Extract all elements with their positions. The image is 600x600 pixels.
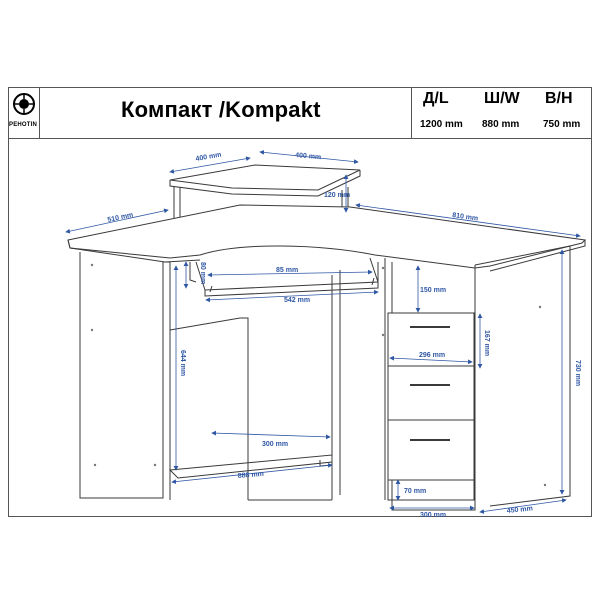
spec-width-value: 880 mm xyxy=(482,119,520,130)
spec-length-label: Д/L xyxy=(423,90,449,107)
dim-plinth: 70 mm xyxy=(404,488,427,495)
spec-height-value: 750 mm xyxy=(543,119,581,130)
dim-drawer-height: 167 mm xyxy=(483,330,490,357)
dim-drawer-gap: 150 mm xyxy=(420,287,447,294)
dim-floor-bar: 300 mm xyxy=(262,441,289,448)
spec-height-label: В/Н xyxy=(545,90,573,107)
dim-left-depth: 510 mm xyxy=(106,211,134,224)
screw-dots xyxy=(91,264,546,486)
dim-knee-height: 644 mm xyxy=(179,350,186,377)
dim-keyboard-depth: 85 mm xyxy=(276,267,299,274)
desk-outline xyxy=(68,165,585,510)
spec-length-value: 1200 mm xyxy=(420,119,463,130)
dim-pedestal-width: 300 mm xyxy=(420,512,447,519)
dim-keyboard-width: 542 mm xyxy=(284,297,311,304)
brand-label: PEHOTIN xyxy=(9,122,38,128)
dim-drawer-width: 296 mm xyxy=(419,352,446,359)
dim-pedestal-depth: 450 mm xyxy=(506,505,534,515)
dim-top-shelf-left: 400 mm xyxy=(195,151,223,163)
dim-superstructure-height: 120 mm xyxy=(324,192,351,199)
page-title: Компакт /Kompakt xyxy=(121,97,321,122)
dim-base-width: 888 mm xyxy=(237,470,265,480)
dim-keyboard-height: 80 mm xyxy=(199,262,206,285)
dim-total-height: 730 mm xyxy=(574,360,581,387)
dim-top-shelf-right: 400 mm xyxy=(294,152,322,162)
dim-right-length: 810 mm xyxy=(451,212,479,223)
spec-width-label: Ш/W xyxy=(484,90,520,107)
